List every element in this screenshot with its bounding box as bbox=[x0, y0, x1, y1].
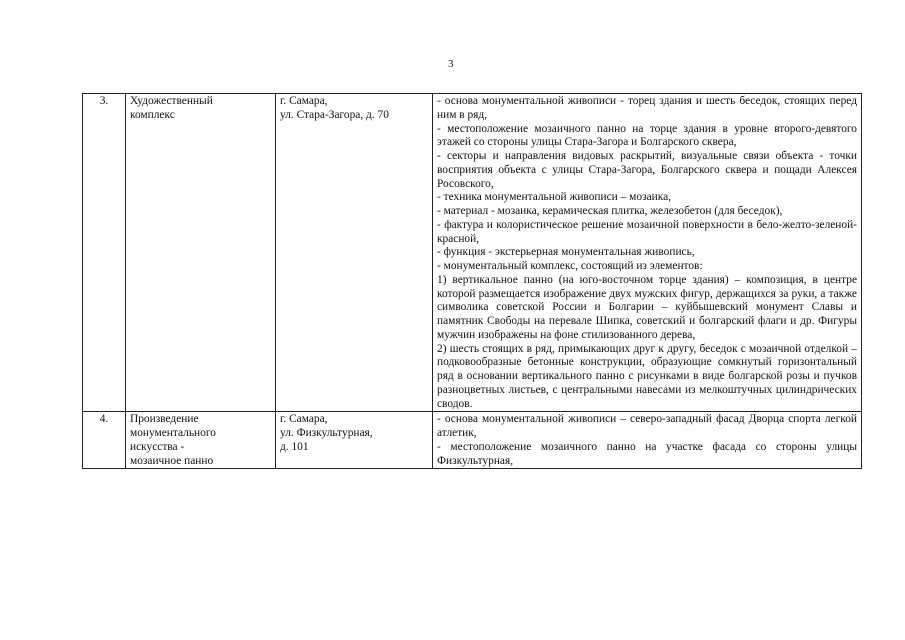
object-description bbox=[433, 412, 862, 469]
object-name bbox=[126, 412, 276, 469]
monuments-table bbox=[82, 93, 862, 469]
object-description bbox=[433, 94, 862, 412]
object-name-line: монументального bbox=[130, 427, 216, 439]
object-name-line: мозаичное панно bbox=[130, 454, 214, 467]
object-address bbox=[276, 94, 433, 412]
address-line: г. Самара, bbox=[280, 95, 328, 107]
address-line: ул. Физкультурная, bbox=[280, 427, 373, 439]
object-name-line: Художественный bbox=[130, 95, 213, 107]
address-line: ул. Стара-Загора, д. 70 bbox=[280, 108, 389, 121]
description-item: - функция - экстерьерная монументальная живопись, bbox=[437, 246, 695, 259]
object-name bbox=[126, 94, 276, 412]
address-line: д. 101 bbox=[280, 440, 309, 453]
description-item: 2) шесть стоящих в ряд, примыкающих друг к другу, беседок с мозаичной отделкой – подковообразные бетонные конструкции, образующие сомкнутый горизонтальный ряд в основании вертикального панно с рисунками в виде болгарской розы и пучков разноцветных листьев, с центральными навесами из мелкоштучных цилиндрических сводов. bbox=[437, 342, 857, 410]
description-item: - материал - мозаика, керамическая плитка, железобетон (для беседок), bbox=[437, 205, 783, 217]
object-address bbox=[276, 412, 433, 469]
row-number: 3. bbox=[83, 94, 126, 412]
address-line: г. Самара, bbox=[280, 413, 328, 426]
object-name-line: комплекс bbox=[130, 108, 175, 121]
table-row bbox=[83, 412, 862, 469]
description-item: - техника монументальной живописи – мозаика, bbox=[437, 191, 671, 204]
description-item: 1) вертикальное панно (на юго-восточном торце здания) – композиция, в центре которой размещается изображение двух мужских фигур, держащихся за руки, а также символика советской России и Болгарии – куйбышевский монумент Славы и памятник Свободы на перевале Шипка, советский и болгарский флаги и др. Фигуры мужчин изображены на фоне стилизованного дерева, bbox=[437, 273, 857, 341]
description-item: - местоположение мозаичного панно на участке фасада со стороны улицы Физкультурная, bbox=[437, 440, 857, 467]
table-row bbox=[83, 94, 862, 412]
row-number: 4. bbox=[83, 412, 126, 469]
description-item: - секторы и направления видовых раскрытий, визуальные связи объекта - точки восприятия объекта с улицы Стара-Загора, Болгарского сквера и пощади Алексея Росовского, bbox=[437, 150, 857, 190]
description-item: - основа монументальной живописи - торец здания и шесть беседок, стоящих перед ним в ряд, bbox=[437, 95, 857, 121]
description-item: - местоположение мозаичного панно на торце здания в уровне второго-девятого этажей со стороны улицы Стара-Загора и Болгарского сквера, bbox=[437, 122, 857, 149]
object-name-line: искусства - bbox=[130, 440, 185, 453]
description-item: - фактура и колористическое решение мозаичной поверхности в бело-желто-зеленой-красной, bbox=[437, 218, 857, 245]
page-number: 3 bbox=[448, 58, 454, 70]
description-item: - основа монументальной живописи – северо-западный фасад Дворца спорта легкой атлетик, bbox=[437, 413, 857, 439]
description-item: - монументальный комплекс, состоящий из элементов: bbox=[437, 260, 703, 272]
object-name-line: Произведение bbox=[130, 413, 199, 426]
